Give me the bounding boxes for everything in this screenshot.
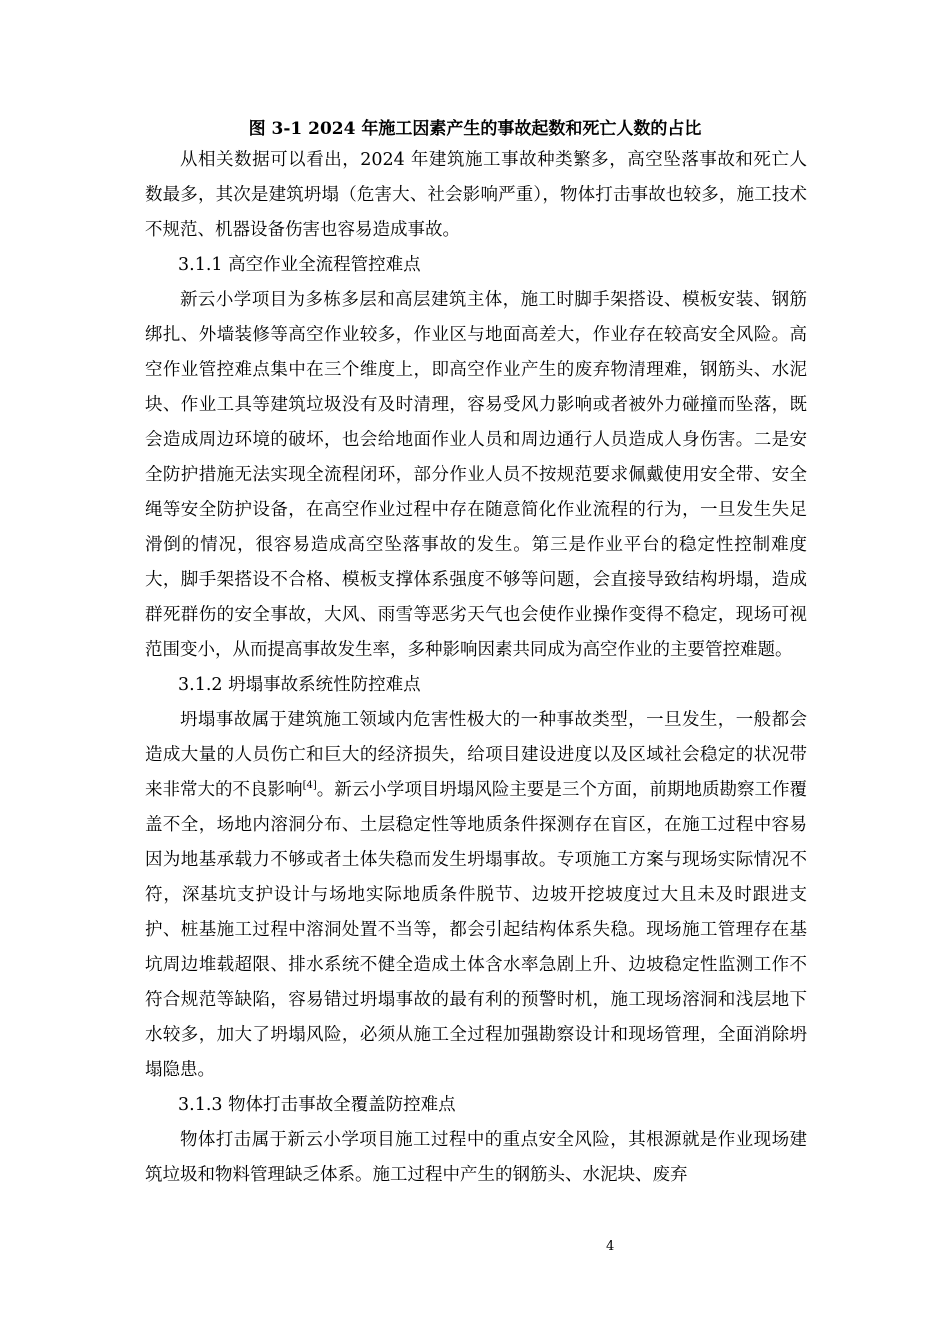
section-heading-3-1-1: 3.1.1 高空作业全流程管控难点 bbox=[178, 255, 421, 275]
paragraph-text-part-1: 坍塌事故属于建筑施工领域内危害性极大的一种事故类型，一旦发生，一般都会造成大量的人员伤亡和巨大的经济损失，给项目建设进度以及区域社会稳定的状况带来非常大的不良影响 bbox=[145, 710, 807, 800]
reference-citation: [4] bbox=[302, 780, 317, 792]
section-heading-3-1-2: 3.1.2 坍塌事故系统性防控难点 bbox=[178, 675, 421, 695]
section-paragraph-3-1-1: 新云小学项目为多栋多层和高层建筑主体，施工时脚手架搭设、模板安装、钢筋绑扎、外墙装修等高空作业较多，作业区与地面高差大，作业存在较高安全风险。高空作业管控难点集中在三个维度上，即高空作业产生的废弃物清理难，钢筋头、水泥块、作业工具等建筑垃圾没有及时清理，容易受风力影响或者被外力碰撞而坠落，既会造成周边环境的破坏，也会给地面作业人员和周边通行人员造成人身伤害。二是安全防护措施无法实现全流程闭环，部分作业人员不按规范要求佩戴使用安全带、安全绳等安全防护设备，在高空作业过程中存在随意简化作业流程的行为，一旦发生失足滑倒的情况，很容易造成高空坠落事故的发生。第三是作业平台的稳定性控制难度大，脚手架搭设不合格、模板支撑体系强度不够等问题，会直接导致结构坍塌，造成群死群伤的安全事故，大风、雨雪等恶劣天气也会使作业操作变得不稳定，现场可视范围变小，从而提高事故发生率，多种影响因素共同成为高空作业的主要管控难题。 bbox=[145, 290, 807, 660]
intro-paragraph: 从相关数据可以看出，2024 年建筑施工事故种类繁多，高空坠落事故和死亡人数最多，其次是建筑坍塌（危害大、社会影响严重），物体打击事故也较多，施工技术不规范、机器设备伤害也容易造成事故。 bbox=[145, 150, 807, 240]
section-heading-3-1-3: 3.1.3 物体打击事故全覆盖防控难点 bbox=[178, 1095, 456, 1115]
section-paragraph-3-1-2 bbox=[145, 703, 807, 1088]
paragraph-text-part-2: 。新云小学项目坍塌风险主要是三个方面，前期地质勘察工作覆盖不全，场地内溶洞分布、土层稳定性等地质条件探测存在盲区，在施工过程中容易因为地基承载力不够或者土体失稳而发生坍塌事故。专项施工方案与现场实际情况不符，深基坑支护设计与场地实际地质条件脱节、边坡开挖坡度过大且未及时跟进支护、桩基施工过程中溶洞处置不当等，都会引起结构体系失稳。现场施工管理存在基坑周边堆载超限、排水系统不健全造成土体含水率急剧上升、边坡稳定性监测工作不符合规范等缺陷，容易错过坍塌事故的最有利的预警时机，施工现场溶洞和浅层地下水较多，加大了坍塌风险，必须从施工全过程加强勘察设计和现场管理，全面消除坍塌隐患。 bbox=[145, 780, 808, 1080]
page-number: 4 bbox=[606, 1239, 615, 1254]
figure-caption: 图 3-1 2024 年施工因素产生的事故起数和死亡人数的占比 bbox=[248, 119, 702, 139]
body-text bbox=[145, 143, 807, 1193]
section-paragraph-3-1-3: 物体打击属于新云小学项目施工过程中的重点安全风险，其根源就是作业现场建筑垃圾和物料管理缺乏体系。施工过程中产生的钢筋头、水泥块、废弃 bbox=[145, 1130, 807, 1185]
